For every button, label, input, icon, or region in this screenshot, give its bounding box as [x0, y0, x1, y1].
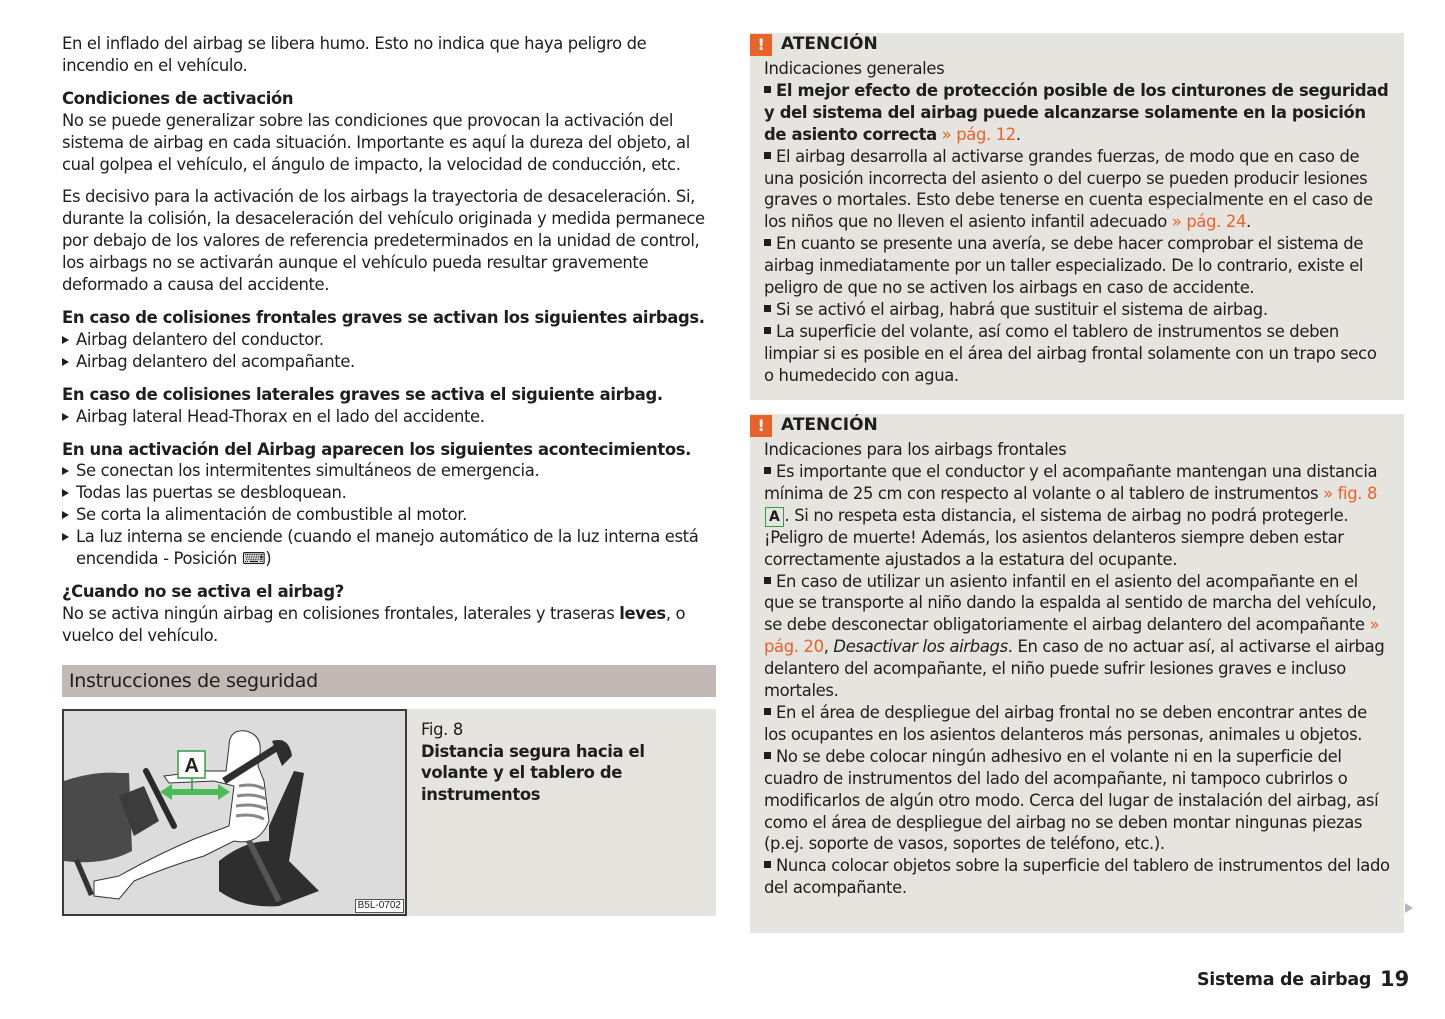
figure-link-8[interactable]: » fig. 8	[1323, 483, 1378, 503]
noactivation-heading: ¿Cuando no se activa el airbag?	[62, 581, 344, 601]
figure-number: Fig. 8	[421, 719, 463, 739]
bullet-triangle-icon	[62, 358, 69, 366]
section-title: Instrucciones de seguridad	[62, 665, 716, 697]
square-bullet-icon	[764, 467, 771, 474]
warning-header	[750, 33, 1390, 57]
warning-item: Es importante que el conductor y el acompañante mantengan una distancia mínima de 25 cm con respecto al volante o al tablero de instrumentos » fig. 8 A . Si no respeta esta distancia, el sistema de airbag no podrá protegerle. ¡Peligro de muerte! Además, los asientos delanteros siempre deben estar correctamente ajustados a la estatura del ocupante.	[764, 461, 1378, 569]
warning-item: No se debe colocar ningún adhesivo en el volante ni en la superficie del cuadro de instrumentos del lado del acompañante, ni tampoco cubrirlos o modificarlos de algún otro modo. Cerca del lugar de instalación del airbag, así como el área de despliegue del airbag no se deben montar ningunas piezas (p.ej. soporte de vasos, soportes de teléfono, etc.).	[764, 746, 1379, 854]
square-bullet-icon	[764, 152, 771, 159]
list-item: La luz interna se enciende (cuando el manejo automático de la luz interna está encendida - Posición ⌨)	[62, 526, 716, 570]
figure-label-a: A	[765, 507, 784, 527]
driver-seating-illustration-icon	[64, 711, 405, 914]
square-bullet-icon	[764, 577, 771, 584]
activation-heading: Condiciones de activación	[62, 88, 294, 108]
lateral-heading: En caso de colisiones laterales graves se activa el siguiente airbag.	[62, 384, 663, 404]
right-column	[750, 33, 1404, 933]
list-item: Airbag delantero del acompañante.	[62, 351, 716, 373]
bullet-triangle-icon	[62, 413, 69, 421]
figure-row	[62, 709, 716, 916]
warning-item: En cuanto se presente una avería, se debe hacer comprobar el sistema de airbag inmediatamente por un taller especializado. De lo contrario, existe el peligro de que no se activen los airbags en caso de accidente.	[764, 234, 1364, 298]
square-bullet-icon	[764, 752, 771, 759]
warning-subtitle: Indicaciones generales	[764, 59, 945, 78]
warning-exclamation-icon: !	[750, 34, 772, 56]
square-bullet-icon	[764, 327, 771, 334]
frontal-heading: En caso de colisiones frontales graves se activan los siguientes airbags.	[62, 307, 705, 327]
square-bullet-icon	[764, 305, 771, 312]
square-bullet-icon	[764, 239, 771, 246]
warning-box-general	[750, 33, 1404, 400]
warning-item: En caso de utilizar un asiento infantil en el asiento del acompañante en el que se transporte al niño dando la espalda al sentido de marcha del vehículo, se debe desconectar obligatoriamente el airbag delantero del acompañante » pág. 20, Desactivar los airbags. En caso de no actuar así, al activarse el airbag delantero del acompañante, el niño puede sufrir lesiones graves e incluso mortales.	[764, 571, 1385, 701]
bullet-triangle-icon	[62, 511, 69, 519]
footer-chapter-title: Sistema de airbag	[1197, 970, 1372, 990]
warning-item: El mejor efecto de protección posible de los cinturones de seguridad y del sistema del airbag puede alcanzarse solamente en la posición de asiento correcta » pág. 12.	[764, 80, 1389, 144]
activation-text: No se puede generalizar sobre las condiciones que provocan la activación del sistema de airbag en cada situación. Importante es aquí la dureza del objeto, al cual golpea el vehículo, el ángulo de impacto, la velocidad de conducción, etc.	[62, 110, 690, 174]
bullet-triangle-icon	[62, 467, 69, 475]
page-number: 19	[1380, 967, 1410, 991]
left-column	[62, 33, 716, 916]
bullet-triangle-icon	[62, 489, 69, 497]
figure-caption	[407, 709, 716, 916]
figure-8-illustration	[62, 709, 407, 916]
figure-caption-text: Distancia segura hacia el volante y el tablero de instrumentos	[421, 741, 645, 805]
warning-item: El airbag desarrolla al activarse grandes fuerzas, de modo que en caso de una posición incorrecta del asiento o del cuerpo se pueden producir lesiones graves o mortales. Esto debe tenerse en cuenta especialmente en el caso de los niños que no lleven el asiento infantil adecuado » pág. 24.	[764, 146, 1373, 232]
page-link-20[interactable]: » pág. 20	[764, 615, 1380, 657]
warning-item: La superficie del volante, así como el tablero de instrumentos se deben limpiar si es posible en el área del airbag frontal solamente con un trapo seco o humedecido con agua.	[764, 321, 1377, 385]
noactivation-text: No se activa ningún airbag en colisiones frontales, laterales y traseras leves, o vuelco del vehículo.	[62, 603, 686, 645]
svg-text:A: A	[184, 754, 199, 777]
warning-header	[750, 414, 1390, 438]
square-bullet-icon	[764, 708, 771, 715]
warning-item: Nunca colocar objetos sobre la superficie del tablero de instrumentos del lado del acompañante.	[764, 856, 1390, 898]
list-item: Airbag lateral Head-Thorax en el lado del accidente.	[62, 406, 716, 428]
warning-subtitle: Indicaciones para los airbags frontales	[764, 440, 1067, 459]
continue-arrow-icon	[1405, 903, 1413, 913]
intro-paragraph: En el inflado del airbag se libera humo. Esto no indica que haya peligro de incendio en el vehículo.	[62, 34, 647, 75]
decisive-paragraph: Es decisivo para la activación de los airbags la trayectoria de desaceleración. Si, durante la colisión, la desaceleración del vehículo originada y medida permanece por debajo de los valores de referencia predeterminados en la unidad de control, los airbags no se activarán aunque el vehículo pueda resultar gravemente deformado a causa del accidente.	[62, 187, 705, 295]
warning-title: ATENCIÓN	[781, 34, 878, 55]
figure-code: B5L-0702	[355, 899, 404, 913]
list-item: Se corta la alimentación de combustible al motor.	[62, 504, 716, 526]
square-bullet-icon	[764, 861, 771, 868]
list-item: Airbag delantero del conductor.	[62, 329, 716, 351]
events-heading: En una activación del Airbag aparecen los siguientes acontecimientos.	[62, 439, 692, 459]
page-link-12[interactable]: » pág. 12	[936, 124, 1016, 144]
warning-box-frontal	[750, 414, 1404, 933]
bullet-triangle-icon	[62, 336, 69, 344]
list-item: Todas las puertas se desbloquean.	[62, 482, 716, 504]
warning-title: ATENCIÓN	[781, 415, 878, 436]
warning-item: Si se activó el airbag, habrá que sustituir el sistema de airbag.	[764, 299, 1390, 321]
warning-exclamation-icon: !	[750, 415, 772, 437]
square-bullet-icon	[764, 86, 771, 93]
page-link-24[interactable]: » pág. 24	[1166, 212, 1247, 232]
list-item: Se conectan los intermitentes simultáneos de emergencia.	[62, 460, 716, 482]
warning-item: En el área de despliegue del airbag frontal no se deben encontrar antes de los ocupantes en los asientos delanteros más personas, animales u objetos.	[764, 702, 1367, 744]
bullet-triangle-icon	[62, 533, 69, 541]
